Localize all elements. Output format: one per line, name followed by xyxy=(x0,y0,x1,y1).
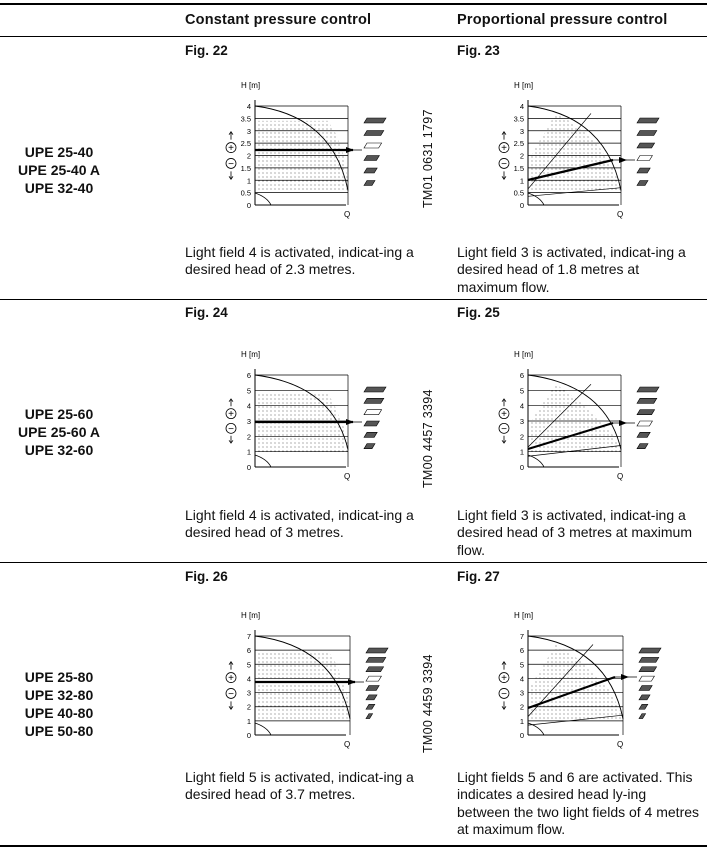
plus-sign: + xyxy=(228,673,234,685)
light-field xyxy=(366,648,388,653)
light-field xyxy=(366,667,384,672)
caption: Light field 3 is activated, indicat-ing a desired head of 3 metres at maximum flow. xyxy=(457,507,692,558)
pointer-arrow xyxy=(348,679,356,685)
y-axis-label: H [m] xyxy=(241,611,261,620)
y-tick-label: 3 xyxy=(246,417,251,426)
y-axis-label: H [m] xyxy=(514,611,534,620)
y-tick-label: 6 xyxy=(246,371,251,380)
caption: Light field 4 is activated, indicat-ing a desired head of 3 metres. xyxy=(185,507,414,541)
y-tick-label: 0.5 xyxy=(513,188,524,198)
caption: Light field 3 is activated, indicat-ing a desired head of 1.8 metres at maximum flow. xyxy=(457,244,686,295)
caption: Light fields 5 and 6 are activated. This indicates a desired head ly-ing between the two light fields of 4 metres at maximum flow. xyxy=(457,769,700,837)
bottom-rule xyxy=(0,845,707,847)
y-tick-label: 1 xyxy=(519,716,524,726)
y-tick-label: 1 xyxy=(246,716,251,726)
y-tick-label: 7 xyxy=(519,632,524,641)
light-field xyxy=(366,695,377,700)
down-arrow-icon xyxy=(229,701,233,709)
light-field xyxy=(637,118,659,123)
operating-area xyxy=(528,384,621,451)
min-curve xyxy=(255,455,271,467)
plus-sign: + xyxy=(501,409,507,421)
light-field xyxy=(637,410,655,415)
min-curve xyxy=(528,455,544,467)
operating-area xyxy=(528,644,623,720)
light-field xyxy=(639,657,659,662)
models-row-3 xyxy=(0,668,118,740)
light-field xyxy=(637,143,655,148)
y-tick-label: 1 xyxy=(246,176,251,186)
y-axis-label: H [m] xyxy=(241,81,261,90)
fig-label: Fig. 23 xyxy=(457,43,500,58)
minus-sign: − xyxy=(501,158,507,170)
light-field xyxy=(366,704,375,709)
light-field xyxy=(637,131,657,136)
light-field-active xyxy=(366,676,381,681)
fig-label: Fig. 27 xyxy=(457,569,500,584)
model-name: UPE 32-80 xyxy=(24,687,94,703)
y-tick-label: 4 xyxy=(519,674,524,684)
minus-sign: − xyxy=(228,423,234,435)
model-name: UPE 25-60 xyxy=(24,406,94,422)
light-field xyxy=(637,444,648,449)
y-tick-label: 4 xyxy=(246,102,251,111)
fig-label: Fig. 22 xyxy=(185,43,228,58)
y-tick-label: 3 xyxy=(519,688,524,698)
pointer-arrow xyxy=(346,147,354,153)
down-arrow-icon xyxy=(502,436,506,443)
x-axis-label: Q xyxy=(344,740,351,749)
up-arrow-icon xyxy=(229,662,233,670)
down-arrow-icon xyxy=(502,701,506,709)
y-tick-label: 3 xyxy=(519,126,524,136)
y-tick-label: 1 xyxy=(246,447,251,457)
light-field xyxy=(639,704,648,709)
fig-label: Fig. 25 xyxy=(457,305,500,320)
light-field-active xyxy=(639,676,654,681)
y-tick-label: 0 xyxy=(246,463,251,472)
light-field xyxy=(366,657,386,662)
light-field xyxy=(364,131,384,136)
model-name: UPE 50-80 xyxy=(24,723,94,739)
plus-sign: + xyxy=(501,673,507,685)
header-constant: Constant pressure control xyxy=(185,12,372,28)
y-tick-label: 1.5 xyxy=(513,163,524,173)
row-divider-1 xyxy=(0,299,707,300)
minus-sign: − xyxy=(228,688,234,700)
light-field xyxy=(637,168,650,173)
y-tick-label: 7 xyxy=(246,632,251,641)
light-field-active xyxy=(364,410,382,415)
minus-sign: − xyxy=(501,423,507,435)
minus-sign: − xyxy=(501,688,507,700)
light-field xyxy=(364,387,386,392)
x-axis-label: Q xyxy=(617,740,624,749)
models-row-2 xyxy=(0,405,118,459)
y-tick-label: 2 xyxy=(246,702,251,712)
y-tick-label: 3.5 xyxy=(240,114,251,124)
caption: Light field 4 is activated, indicat-ing a desired head of 2.3 metres. xyxy=(185,244,414,278)
y-tick-label: 3 xyxy=(246,126,251,136)
up-arrow-icon xyxy=(502,399,506,406)
model-name: UPE 25-80 xyxy=(24,669,94,685)
y-tick-label: 4 xyxy=(519,102,524,111)
pointer-arrow xyxy=(621,674,629,680)
model-name: UPE 40-80 xyxy=(24,705,94,721)
y-tick-label: 1 xyxy=(519,447,524,457)
up-arrow-icon xyxy=(229,399,233,406)
operating-area xyxy=(255,653,350,721)
light-field xyxy=(639,714,646,719)
minus-sign: − xyxy=(228,158,234,170)
down-arrow-icon xyxy=(502,171,506,179)
y-tick-label: 6 xyxy=(246,646,251,656)
top-rule xyxy=(0,3,707,5)
y-tick-label: 2 xyxy=(519,151,524,161)
x-axis-label: Q xyxy=(344,472,351,481)
y-tick-label: 2.5 xyxy=(513,139,524,149)
plus-sign: + xyxy=(228,143,234,155)
fig-label: Fig. 26 xyxy=(185,569,228,584)
down-arrow-icon xyxy=(229,171,233,179)
y-tick-label: 2 xyxy=(246,151,251,161)
model-name: UPE 32-40 xyxy=(24,180,94,196)
min-curve xyxy=(255,723,271,735)
light-field xyxy=(639,648,661,653)
light-field xyxy=(637,387,659,392)
y-tick-label: 1 xyxy=(519,176,524,186)
up-arrow-icon xyxy=(229,132,233,140)
y-tick-label: 2 xyxy=(519,432,524,442)
y-tick-label: 0 xyxy=(519,731,524,740)
chart-fig-26 xyxy=(222,605,402,753)
model-name: UPE 32-60 xyxy=(24,442,94,458)
chart-fig-24 xyxy=(222,346,402,486)
operating-area xyxy=(255,121,348,193)
light-field-active xyxy=(364,143,382,148)
light-field-active xyxy=(637,156,652,161)
y-tick-label: 2 xyxy=(246,432,251,442)
pointer-arrow xyxy=(619,420,627,426)
pointer-arrow xyxy=(346,419,354,425)
row-divider-2 xyxy=(0,562,707,563)
y-axis-label: H [m] xyxy=(514,350,534,359)
chart-fig-27 xyxy=(495,605,675,753)
pointer-arrow xyxy=(619,157,627,163)
fig-label: Fig. 24 xyxy=(185,305,228,320)
light-field xyxy=(366,714,373,719)
y-axis-label: H [m] xyxy=(514,81,534,90)
up-arrow-icon xyxy=(502,662,506,670)
x-axis-label: Q xyxy=(344,210,351,219)
y-tick-label: 0 xyxy=(246,731,251,740)
up-arrow-icon xyxy=(502,132,506,140)
model-name: UPE 25-40 A xyxy=(18,162,100,178)
tm-number: TM01 0631 1797 xyxy=(421,109,435,208)
light-field xyxy=(364,118,386,123)
y-axis-label: H [m] xyxy=(241,350,261,359)
y-tick-label: 4 xyxy=(246,674,251,684)
y-tick-label: 4 xyxy=(519,401,524,411)
light-field xyxy=(364,432,377,437)
tm-number: TM00 4459 3394 xyxy=(421,654,435,753)
y-tick-label: 0 xyxy=(519,201,524,210)
y-tick-label: 0 xyxy=(519,463,524,472)
y-tick-label: 2 xyxy=(519,702,524,712)
chart-fig-25 xyxy=(495,346,675,486)
chart-fig-23 xyxy=(495,76,675,226)
y-tick-label: 6 xyxy=(519,646,524,656)
y-tick-label: 5 xyxy=(519,660,524,670)
y-tick-label: 5 xyxy=(246,660,251,670)
y-tick-label: 3.5 xyxy=(513,114,524,124)
light-field xyxy=(364,168,377,173)
model-name: UPE 25-40 xyxy=(24,144,94,160)
light-field xyxy=(364,398,384,403)
y-tick-label: 1.5 xyxy=(240,163,251,173)
light-field xyxy=(639,686,652,691)
chart-fig-22 xyxy=(222,76,402,226)
light-field xyxy=(366,686,379,691)
model-name: UPE 25-60 A xyxy=(18,424,100,440)
y-tick-label: 0.5 xyxy=(240,188,251,198)
caption: Light field 5 is activated, indicat-ing a desired head of 3.7 metres. xyxy=(185,769,414,803)
x-axis-label: Q xyxy=(617,472,624,481)
y-tick-label: 3 xyxy=(519,417,524,426)
plus-sign: + xyxy=(501,143,507,155)
tm-number: TM00 4457 3394 xyxy=(421,389,435,488)
header-proportional: Proportional pressure control xyxy=(457,12,668,28)
light-field xyxy=(364,181,375,186)
min-curve xyxy=(255,193,271,205)
y-tick-label: 0 xyxy=(246,201,251,210)
models-row-1 xyxy=(0,143,118,197)
light-field xyxy=(637,432,650,437)
y-tick-label: 2.5 xyxy=(240,139,251,149)
header-rule xyxy=(0,36,707,37)
y-tick-label: 6 xyxy=(519,371,524,380)
y-tick-label: 3 xyxy=(246,688,251,698)
y-tick-label: 5 xyxy=(246,386,251,396)
light-field xyxy=(364,156,379,161)
light-field xyxy=(637,181,648,186)
light-field-active xyxy=(637,421,652,426)
light-field xyxy=(637,398,657,403)
down-arrow-icon xyxy=(229,436,233,443)
light-field xyxy=(364,421,379,426)
plus-sign: + xyxy=(228,409,234,421)
light-field xyxy=(639,667,657,672)
y-tick-label: 4 xyxy=(246,401,251,411)
light-field xyxy=(364,444,375,449)
x-axis-label: Q xyxy=(617,210,624,219)
y-tick-label: 5 xyxy=(519,386,524,396)
light-field xyxy=(639,695,650,700)
